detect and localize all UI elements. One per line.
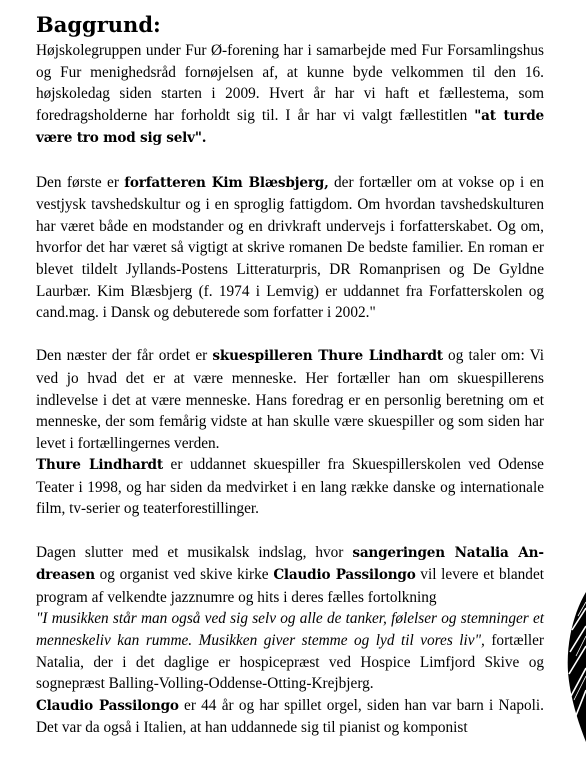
speaker-2-bio-paragraph [36, 454, 544, 520]
intro-text: Højskolegruppen under Fur Ø-forening har i samarbejde med Fur Forsamlingshus og Fur menighedsråd fornøjelsen af, at kunne byde velkommen til den 16. højskoledag siden starten i 2009. Hvert år har vi haft et fællestema, som foredragsholderne har forholdt sig til. I år har vi valgt fællestitlen [36, 42, 544, 124]
speaker-1-text: der fortæller om at vokse op i en vestjysk tavshedskultur og i en sproglig fattigdom. Om hvordan tavshedskulturen har været både en modstander og en drivkraft undervejs i forfatterskabet. Og om, hvorfor det har været så vigtigt at skrive romanen De bedste familier. En roman er blevet tildelt Jyllands-Postens Litteraturpris, DR Romanprisen og De Gyldne Laurbær. Kim Blæsbjerg (f. 1974 i Lemvig) er uddannet fra Forfatterskolen og cand.mag. i Dansk og debuterede som forfatter i 2002." [36, 173, 545, 322]
event-title: "at turde være tro mod sig selv". [36, 107, 544, 147]
speaker-2-bio-name: Thure Lindhardt [36, 457, 163, 474]
natalia-quote: "I musikken står man også ved sig selv og alle de tanker, følelser og stemninger et menneskeliv kan rumme. Musikken giver stemme og lyd til vores liv", [36, 610, 544, 650]
paragraph-gap [36, 150, 544, 172]
speaker-2-lead: Den næster der får ordet er [36, 347, 213, 365]
organist-bio-text: er 44 år og har spillet orgel, siden han var barn i Napoli. Det var da også i Italien, at han uddannede sig til pianist og komponist [36, 696, 544, 737]
music-text-4: fortæller Natalia, der i det daglige er hospicepræst ved Hospice Limfjord Skive og sognepræst Balling-Volling-Oddense-Otting-Krejbjerg. [36, 632, 544, 693]
feather-quill-icon [560, 572, 586, 772]
speaker-1-name: forfatteren Kim Blæsbjerg, [124, 174, 329, 191]
speaker-1-paragraph [36, 172, 544, 324]
organist-bio-paragraph [36, 695, 544, 739]
music-paragraph [36, 542, 544, 695]
speaker-2-paragraph [36, 345, 544, 454]
document-page [36, 12, 544, 739]
singer-name: sangeringen Natalia Andreasen [36, 544, 544, 584]
section-heading: Baggrund: [36, 12, 161, 37]
organist-name: Claudio Passilongo [273, 567, 416, 584]
speaker-2-name: skuespilleren Thure Lindhardt [212, 348, 443, 365]
music-text-2: og organist ved skive kirke [94, 566, 274, 584]
organist-bio-name: Claudio Passilongo [36, 697, 179, 714]
paragraph-gap [36, 520, 544, 542]
intro-paragraph [36, 40, 544, 150]
music-text-3: vil levere et blandet program af velkendte jazznumre og hits i deres fælles fortolkning [36, 566, 544, 606]
speaker-1-lead: Den første er [36, 173, 125, 191]
paragraph-gap [36, 324, 544, 346]
speaker-2-bio-text: er uddannet skuespiller fra Skuespillerskolen ved Odense Teater i 1998, og har siden da medvirket i en lang række danske og internationale film, tv-serier og teaterforestillinger. [36, 456, 544, 518]
speaker-2-text: og taler om: Vi ved jo hvad det er at være menneske. Her fortæller han om skuespillerens indlevelse i det at være menneske. Hans foredrag er en personlig beretning om et menneske, der som femårig vidste at han skulle være skuespiller og som siden har levet i fortællingernes verden. [36, 347, 544, 452]
music-lead: Dagen slutter med et musikalsk indslag, hvor [36, 543, 353, 561]
